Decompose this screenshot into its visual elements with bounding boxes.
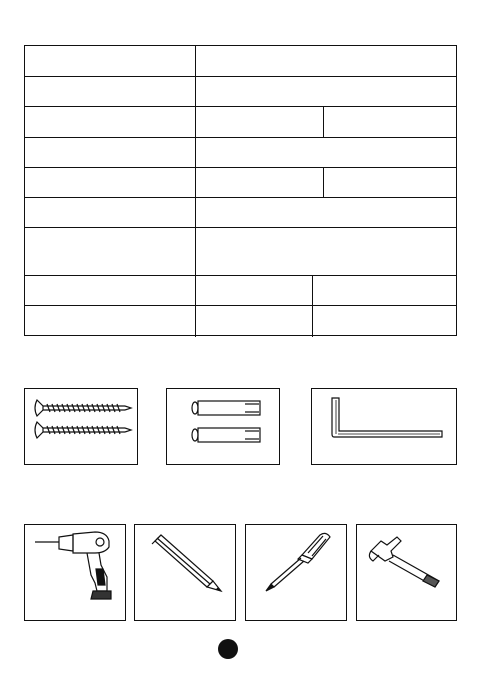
hammer-icon: [357, 525, 456, 620]
spec-value: [195, 306, 312, 337]
spec-row: [25, 275, 456, 306]
parts-box-anchors: [166, 388, 280, 465]
parts-box-screws: [24, 388, 138, 465]
spec-value: [195, 198, 456, 228]
spec-row: [25, 46, 456, 76]
pencil-icon: [135, 525, 235, 620]
spec-value: [323, 168, 456, 198]
spec-label: [25, 138, 195, 168]
tool-box-pencil: [134, 524, 236, 621]
spec-value: [312, 306, 456, 337]
spec-label: [25, 168, 195, 198]
spec-label: [25, 107, 195, 138]
spec-row: [25, 106, 456, 138]
spec-value: [195, 46, 456, 76]
wall-anchors-icon: [167, 389, 279, 464]
spec-value: [195, 138, 456, 168]
spec-value: [195, 77, 456, 107]
spec-table: [24, 45, 457, 336]
screws-icon: [25, 389, 137, 464]
page-number-badge: [218, 639, 238, 659]
spec-value: [195, 228, 456, 276]
spec-row: [25, 76, 456, 107]
spec-value: [195, 168, 323, 198]
spec-row: [25, 197, 456, 228]
spec-label: [25, 276, 195, 306]
tool-box-screwdriver: [245, 524, 347, 621]
spec-row: [25, 167, 456, 198]
spec-label: [25, 77, 195, 107]
spec-label: [25, 46, 195, 76]
spec-value: [195, 276, 312, 306]
parts-box-allen-key: [311, 388, 457, 465]
tool-box-drill: [24, 524, 126, 621]
spec-label: [25, 228, 195, 276]
power-drill-icon: [25, 525, 125, 620]
spec-value: [323, 107, 456, 138]
spec-label: [25, 306, 195, 337]
spec-row: [25, 137, 456, 168]
tool-box-hammer: [356, 524, 457, 621]
spec-row: [25, 227, 456, 276]
spec-label: [25, 198, 195, 228]
allen-key-icon: [312, 389, 456, 464]
spec-value: [312, 276, 456, 306]
spec-row: [25, 305, 456, 337]
screwdriver-icon: [246, 525, 346, 620]
spec-value: [195, 107, 323, 138]
